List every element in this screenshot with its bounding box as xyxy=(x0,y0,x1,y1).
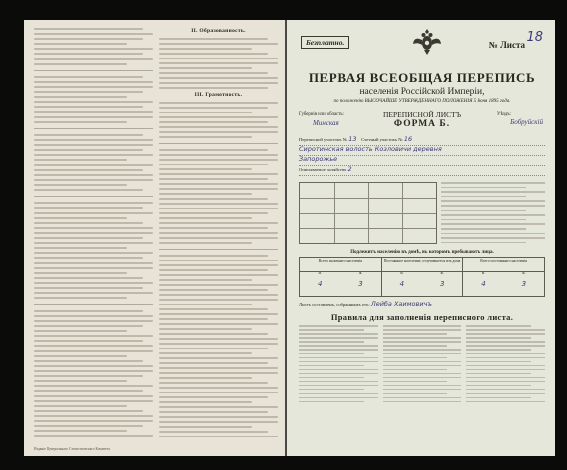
instruction-columns xyxy=(34,28,278,438)
population-col-header: Всего наличнаго населенія xyxy=(300,258,381,272)
population-col xyxy=(382,258,464,296)
female-subhead: ж. xyxy=(440,271,444,275)
form-row-household xyxy=(299,166,545,176)
household-label: Описываемое хозяйство xyxy=(299,167,347,172)
instruction-column-2 xyxy=(159,28,278,438)
column-subheading: III. Грамотность. xyxy=(194,91,243,98)
signature-label: Листъ составленъ, собраннымъ отъ: xyxy=(299,302,370,307)
uezd-label: Уѣздъ: xyxy=(496,112,511,117)
column-heading: II. Образованность. xyxy=(191,28,246,34)
census-subtitle: населенія Россійской Имперіи, xyxy=(359,87,485,97)
instructions-page xyxy=(24,20,286,456)
residence-notes xyxy=(441,182,545,244)
population-table xyxy=(299,257,545,297)
count-district-value: 16 xyxy=(403,135,413,143)
form-row-settlement xyxy=(299,156,545,166)
population-col-header: Постоянное население, отлучившееся изъ дома xyxy=(382,258,463,272)
male-subhead: м. xyxy=(400,271,404,275)
document-spread xyxy=(24,20,555,456)
district-label: Переписной участокъ № xyxy=(299,137,348,142)
census-decree: по положенію ВЫСОЧАЙШЕ УТВЕРЖДЕННАГО ПОЛОЖЕНІЯ 5 Іюня 1895 года. xyxy=(333,99,511,104)
female-count: 3 xyxy=(358,280,363,288)
rules-title: Правила для заполненія переписного листа. xyxy=(330,312,514,322)
population-col xyxy=(463,258,544,296)
signature-value: Лейба Хаимовичъ xyxy=(370,300,433,308)
imperial-eagle-emblem xyxy=(411,26,443,58)
form-code: ФОРМА Б. xyxy=(393,119,451,129)
population-heading: Подлежитъ населенію въ домѣ, въ которомъ пребываютъ лица. xyxy=(350,250,494,255)
count-district-label: Счетный участокъ № xyxy=(361,137,403,142)
province-value: Минская xyxy=(313,119,339,127)
form-identification xyxy=(299,110,545,136)
sheet-number-value: 18 xyxy=(526,30,543,45)
female-subhead: ж. xyxy=(358,271,363,275)
male-count: 4 xyxy=(399,280,405,288)
female-count: 3 xyxy=(521,280,527,288)
male-subhead: м. xyxy=(481,271,486,275)
male-count: 4 xyxy=(317,280,323,288)
male-subhead: м. xyxy=(318,271,322,275)
rules-columns xyxy=(299,325,545,402)
signature-row xyxy=(299,300,545,308)
population-col xyxy=(300,258,382,296)
instruction-column-1 xyxy=(34,28,153,438)
population-col-header: Всего постояннаго населенія xyxy=(463,258,544,272)
census-form-page xyxy=(287,20,555,456)
residence-grid xyxy=(299,182,545,244)
form-type-label: ПЕРЕПИСНОЙ ЛИСТЪ xyxy=(382,110,462,119)
sheet-number-label: № Листа xyxy=(488,40,525,50)
uezd-value: Бобруйскій xyxy=(510,118,543,126)
male-count: 4 xyxy=(481,280,486,288)
female-subhead: ж. xyxy=(522,271,526,275)
locality-value: Сиротинская волость Козловичи деревня xyxy=(299,145,442,153)
province-label: Губернія или область: xyxy=(299,112,344,117)
household-value: 2 xyxy=(347,165,352,173)
form-name-block xyxy=(379,110,465,129)
district-value: 13 xyxy=(348,135,357,143)
free-stamp: Безплатно. xyxy=(301,36,349,49)
female-count: 3 xyxy=(439,280,445,288)
residence-table xyxy=(299,182,437,244)
census-title: ПЕРВАЯ ВСЕОБЩАЯ ПЕРЕПИСЬ xyxy=(308,70,536,85)
print-footer: Изданіе Центральнаго Статистическаго Комитета xyxy=(34,447,110,451)
form-header-bar xyxy=(299,26,545,70)
settlement-value: Запорожье xyxy=(299,155,338,163)
